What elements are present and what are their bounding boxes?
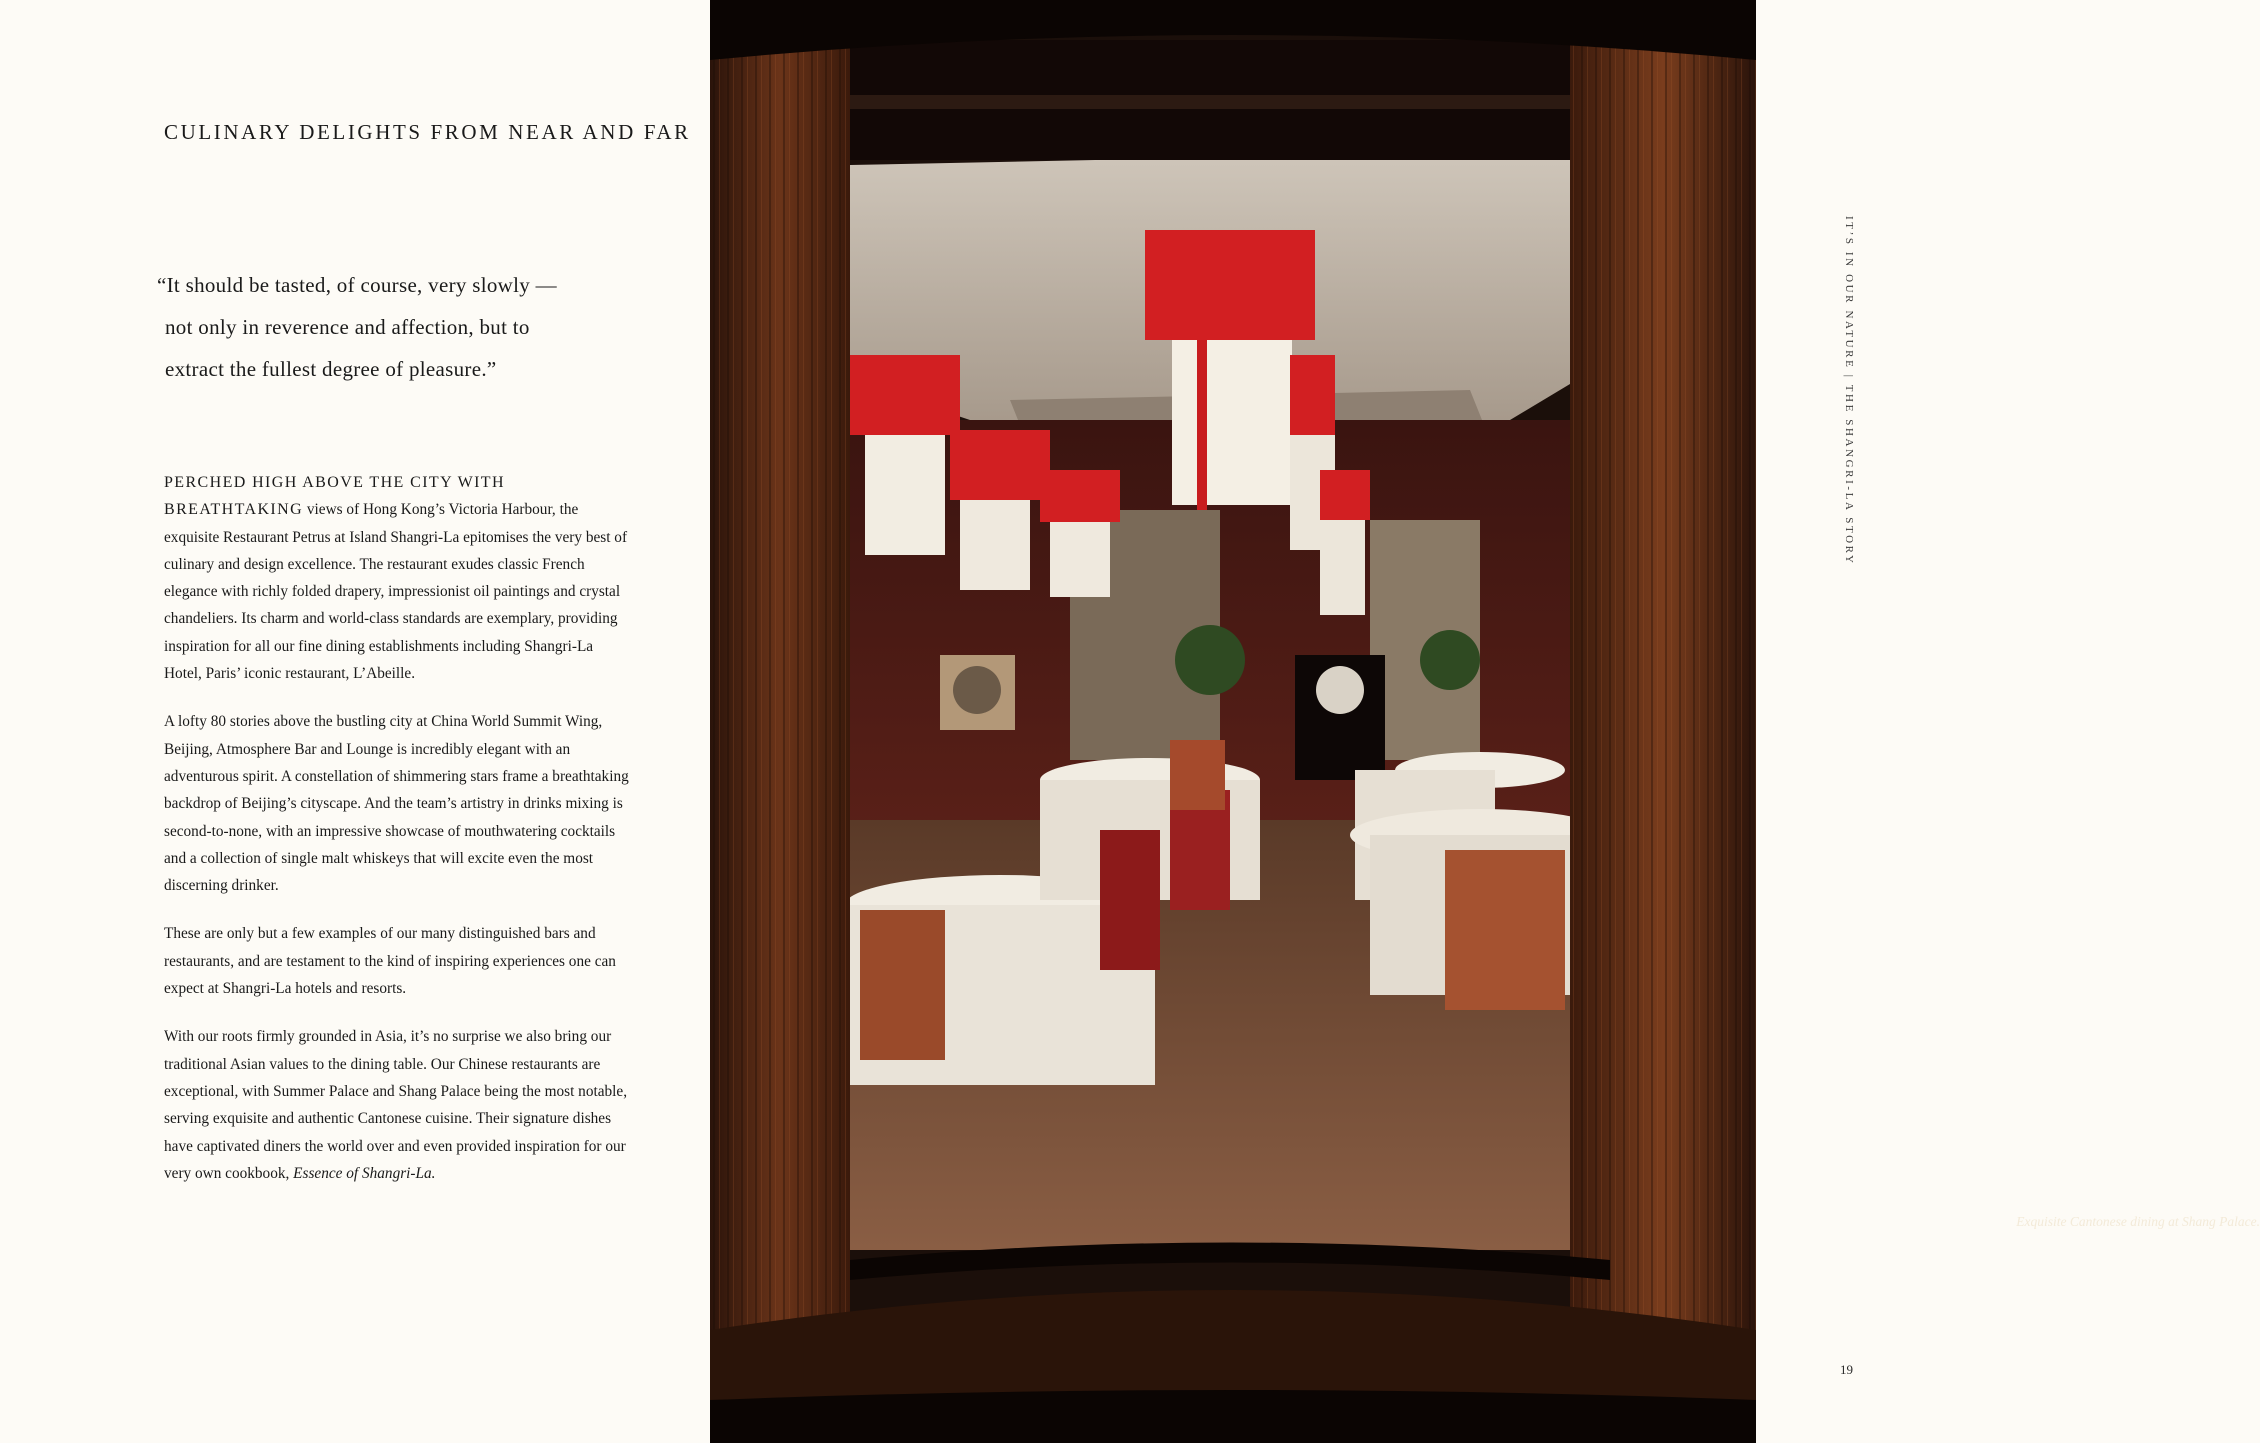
photo-caption: Exquisite Cantonese dining at Shang Palace. — [2016, 1214, 2260, 1229]
paragraph-1-text: views of Hong Kong’s Victoria Harbour, the exquisite Restaurant Petrus at Island Shangri-La epitomises the very best of culinary and design excellence. The restaurant exudes classic French elegance with richly folded drapery, impressionist oil paintings and crystal chandeliers. Its charm and world-class standards are exemplary, providing inspiration for all our fine dining establishments including Shangri-La Hotel, Paris’ iconic restaurant, L’Abeille. — [164, 501, 628, 683]
quote-line-2: not only in reverence and affection, but to — [165, 315, 530, 339]
quote-line-3: extract the fullest degree of pleasure.” — [165, 357, 497, 381]
body-text — [164, 469, 630, 1208]
restaurant-illustration — [710, 0, 1756, 1443]
cookbook-title: Essence of Shangri-La. — [293, 1164, 436, 1182]
section-heading: CULINARY DELIGHTS FROM NEAR AND FAR — [164, 120, 691, 144]
page-number: 19 — [1840, 1362, 1853, 1377]
paragraph-2: A lofty 80 stories above the bustling city at China World Summit Wing, Beijing, Atmosphere Bar and Lounge is incredibly elegant with an adventurous spirit. A constellation of shimmering stars frame a breathtaking backdrop of Beijing’s cityscape. And the team’s artistry in drinks mixing is second-to-none, with an impressive showcase of mouthwatering cocktails and a collection of single malt whiskeys that will excite even the most discerning drinker. — [164, 713, 629, 895]
paragraph-3: These are only but a few examples of our many distinguished bars and restaurants, and are testament to the kind of inspiring experiences one can expect at Shangri-La hotels and resorts. — [164, 925, 616, 998]
paragraph-1-lead-in: PERCHED HIGH ABOVE THE CITY WITH BREATHTAKING — [164, 474, 505, 519]
pull-quote — [157, 264, 677, 390]
paragraph-4-text: With our roots firmly grounded in Asia, it’s no surprise we also bring our traditional Asian values to the dining table. Our Chinese restaurants are exceptional, with Summer Palace and Shang Palace being the most notable, serving exquisite and authentic Cantonese cuisine. Their signature dishes have captivated diners the world over and even provided inspiration for our very own cookbook, — [164, 1028, 628, 1182]
quote-line-1: “It should be tasted, of course, very slowly — — [157, 273, 557, 297]
spine-running-title: IT’S IN OUR NATURE | THE SHANGRI-LA STORY — [1843, 216, 1855, 566]
paragraph-4 — [164, 1023, 630, 1187]
paragraph-1 — [164, 469, 630, 687]
